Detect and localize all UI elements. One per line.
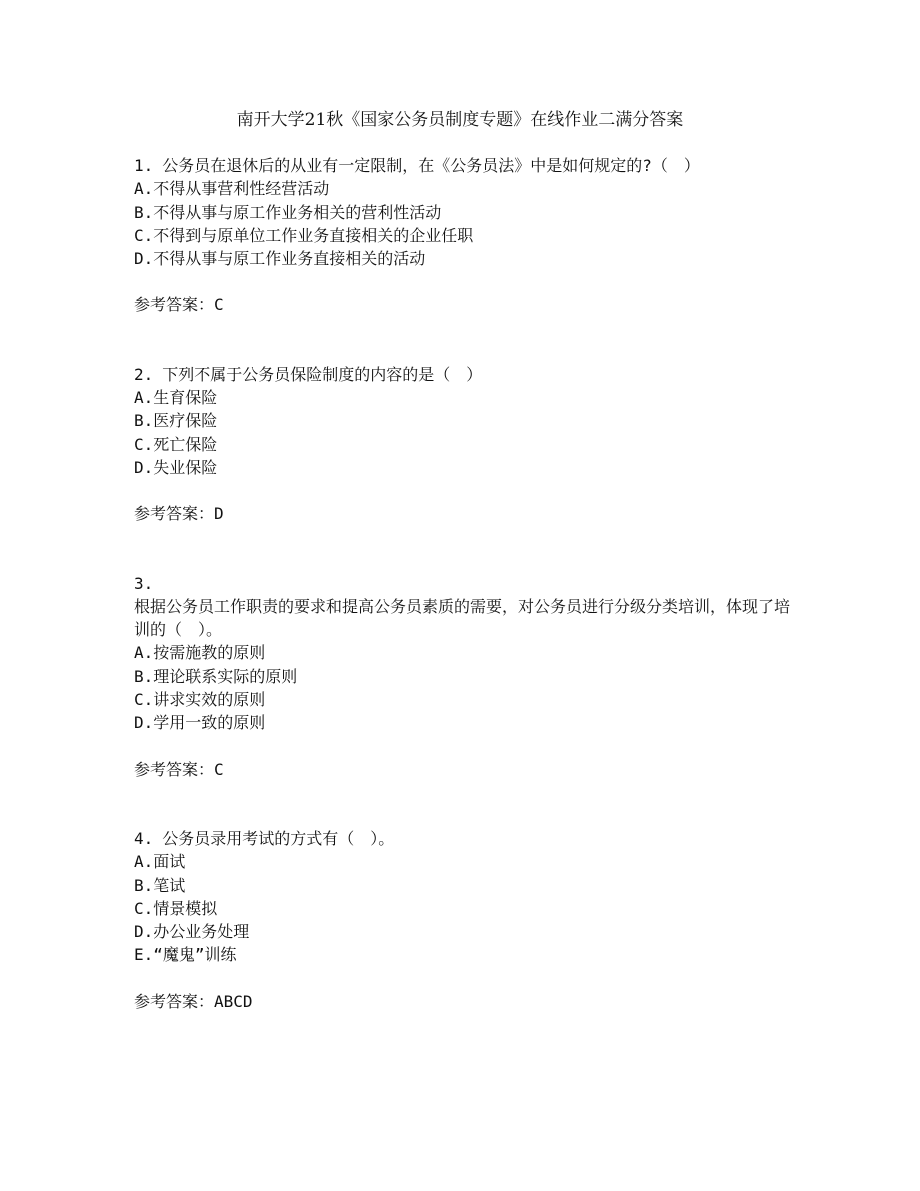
question-text: 公务员在退休后的从业有一定限制，在《公务员法》中是如何规定的?（ ）	[162, 156, 700, 175]
question-text: 公务员录用考试的方式有（ ）。	[162, 828, 395, 848]
question-stem	[134, 572, 794, 642]
spacer	[134, 317, 794, 363]
question-3	[134, 572, 794, 781]
answer-label: 参考答案：	[134, 991, 215, 1011]
answer-label: 参考答案：	[134, 504, 215, 524]
reference-answer	[134, 967, 794, 1013]
question-number: 4.	[134, 828, 154, 848]
answer-value: ABCD	[214, 991, 253, 1011]
question-text: 下列不属于公务员保险制度的内容的是（ ）	[162, 364, 483, 384]
reference-answer	[134, 735, 794, 781]
option-c: C.死亡保险	[134, 434, 218, 454]
option-b: B.不得从事与原工作业务相关的营利性活动	[134, 202, 442, 222]
option-a: A.按需施教的原则	[134, 643, 266, 663]
option-b: B.笔试	[134, 875, 186, 895]
question-text: 根据公务员工作职责的要求和提高公务员素质的需要，对公务员进行分级分类培训，体现了培训的（ ）。	[134, 596, 791, 640]
option-d: D.办公业务处理	[134, 922, 250, 942]
document-title: 南开大学21秋《国家公务员制度专题》在线作业二满分答案	[236, 110, 684, 130]
option-b: B.医疗保险	[134, 411, 218, 431]
question-2	[134, 363, 794, 526]
option-d: D.学用一致的原则	[134, 713, 266, 733]
answer-value: C	[214, 295, 224, 315]
option-d: D.失业保险	[134, 457, 218, 477]
question-list	[134, 154, 794, 1013]
reference-answer	[134, 270, 794, 316]
option-c: C.情景模拟	[134, 898, 218, 918]
answer-value: C	[214, 759, 224, 779]
answer-label: 参考答案：	[134, 759, 215, 779]
question-number: 3.	[134, 573, 154, 593]
question-number: 2.	[134, 364, 154, 384]
option-a: A.面试	[134, 852, 186, 872]
option-c: C.讲求实效的原则	[134, 690, 266, 710]
spacer	[134, 781, 794, 827]
option-a: A.不得从事营利性经营活动	[134, 179, 330, 199]
answer-label: 参考答案：	[134, 295, 215, 315]
option-a: A.生育保险	[134, 388, 218, 408]
question-1	[134, 154, 794, 317]
question-stem	[134, 154, 794, 177]
answer-value: D	[214, 504, 224, 524]
question-stem	[134, 363, 794, 386]
option-e: E.“魔鬼”训练	[134, 945, 237, 965]
option-d: D.不得从事与原工作业务直接相关的活动	[134, 249, 426, 269]
question-4	[134, 827, 794, 1013]
spacer	[134, 526, 794, 572]
option-c: C.不得到与原单位工作业务直接相关的企业任职	[134, 225, 474, 245]
reference-answer	[134, 479, 794, 525]
question-stem	[134, 827, 794, 850]
question-number: 1.	[134, 156, 154, 175]
option-b: B.理论联系实际的原则	[134, 666, 298, 686]
